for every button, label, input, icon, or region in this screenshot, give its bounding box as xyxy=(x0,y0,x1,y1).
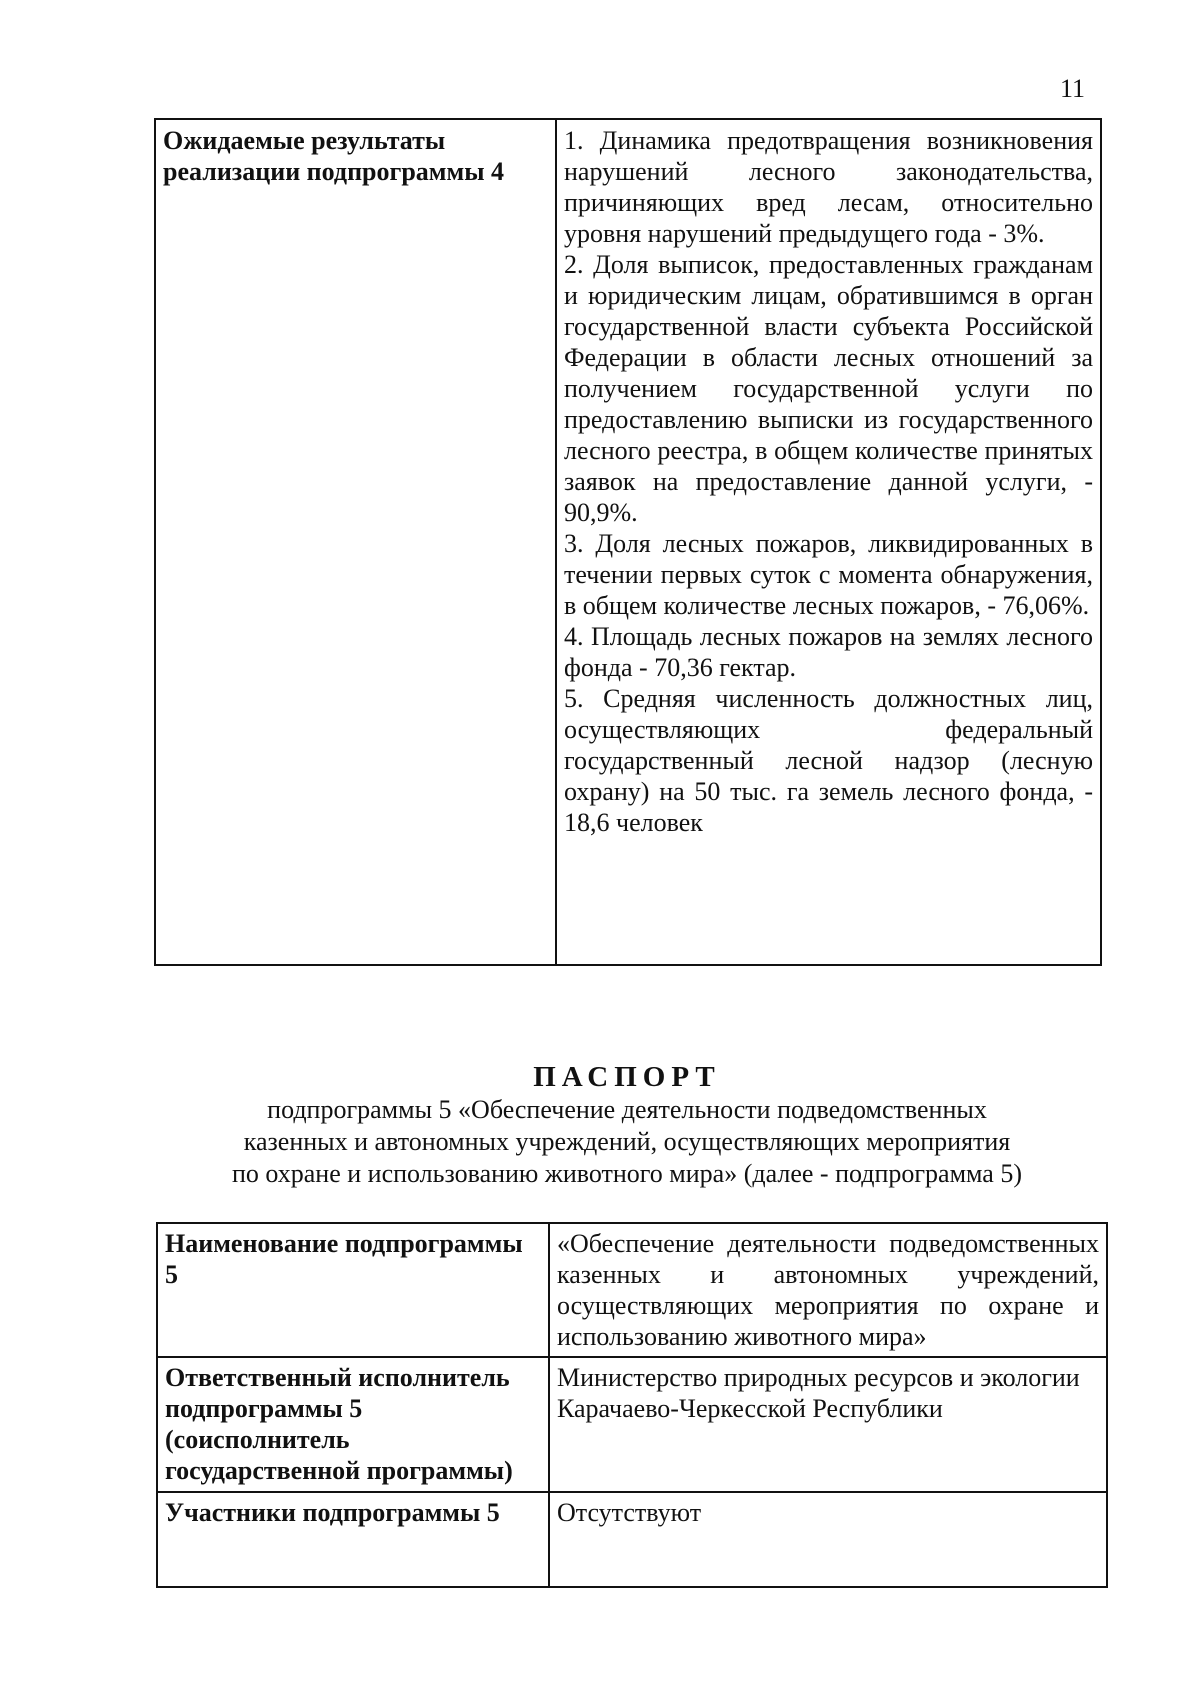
passport-table xyxy=(156,1222,1108,1588)
passport-subtitle-line-1: подпрограммы 5 «Обеспечение деятельности подведомственных xyxy=(267,1095,987,1124)
table-row xyxy=(157,1492,1107,1587)
result-item-3: 3. Доля лесных пожаров, ликвидированных в течении первых суток с момента обнаружения, в общем количестве лесных пожаров, - 76,06%. xyxy=(564,529,1093,620)
passport-subtitle-line-3: по охране и использованию животного мира» (далее - подпрограмма 5) xyxy=(231,1159,1023,1188)
passport-subtitle-line-2: казенных и автономных учреждений, осуществляющих мероприятия xyxy=(243,1127,1011,1156)
passport-title: ПАСПОРТ xyxy=(533,1061,721,1093)
row-label-executor: Ответственный исполнитель подпрограммы 5 (соисполнитель государственной программы) xyxy=(157,1357,549,1492)
page-number: 11 xyxy=(1060,74,1086,103)
row-label-name: Наименование подпрограммы 5 xyxy=(157,1223,549,1357)
expected-results-list xyxy=(556,119,1101,965)
row-value-name: «Обеспечение деятельности подведомственных казенных и автономных учреждений, осуществляющих мероприятия по охране и использованию животного мира» xyxy=(549,1223,1107,1357)
passport-heading xyxy=(154,1060,1100,1190)
expected-results-table xyxy=(154,118,1102,966)
result-item-1: 1. Динамика предотвращения возникновения нарушений лесного законодательства, причиняющих вред лесам, относительно уровня нарушений предыдущего года - 3%. xyxy=(564,126,1093,248)
table-row xyxy=(157,1223,1107,1357)
table-row xyxy=(155,119,1101,965)
row-value-participants: Отсутствуют xyxy=(549,1492,1107,1587)
expected-results-label: Ожидаемые результаты реализации подпрограммы 4 xyxy=(155,119,556,965)
result-item-4: 4. Площадь лесных пожаров на землях лесного фонда - 70,36 гектар. xyxy=(564,622,1093,682)
result-item-2: 2. Доля выписок, предоставленных гражданам и юридическим лицам, обратившимся в орган государственной власти субъекта Российской Федерации в области лесных отношений за получением государственной услуги по предоставлению выписки из государственного лесного реестра, в общем количестве принятых заявок на предоставление данной услуги, - 90,9%. xyxy=(564,250,1093,527)
row-value-executor: Министерство природных ресурсов и экологии Карачаево-Черкесской Республики xyxy=(549,1357,1107,1492)
row-label-participants: Участники подпрограммы 5 xyxy=(157,1492,549,1587)
table-row xyxy=(157,1357,1107,1492)
result-item-5: 5. Средняя численность должностных лиц, осуществляющих федеральный государственный лесной надзор (лесную охрану) на 50 тыс. га земель лесного фонда, - 18,6 человек xyxy=(564,684,1093,837)
